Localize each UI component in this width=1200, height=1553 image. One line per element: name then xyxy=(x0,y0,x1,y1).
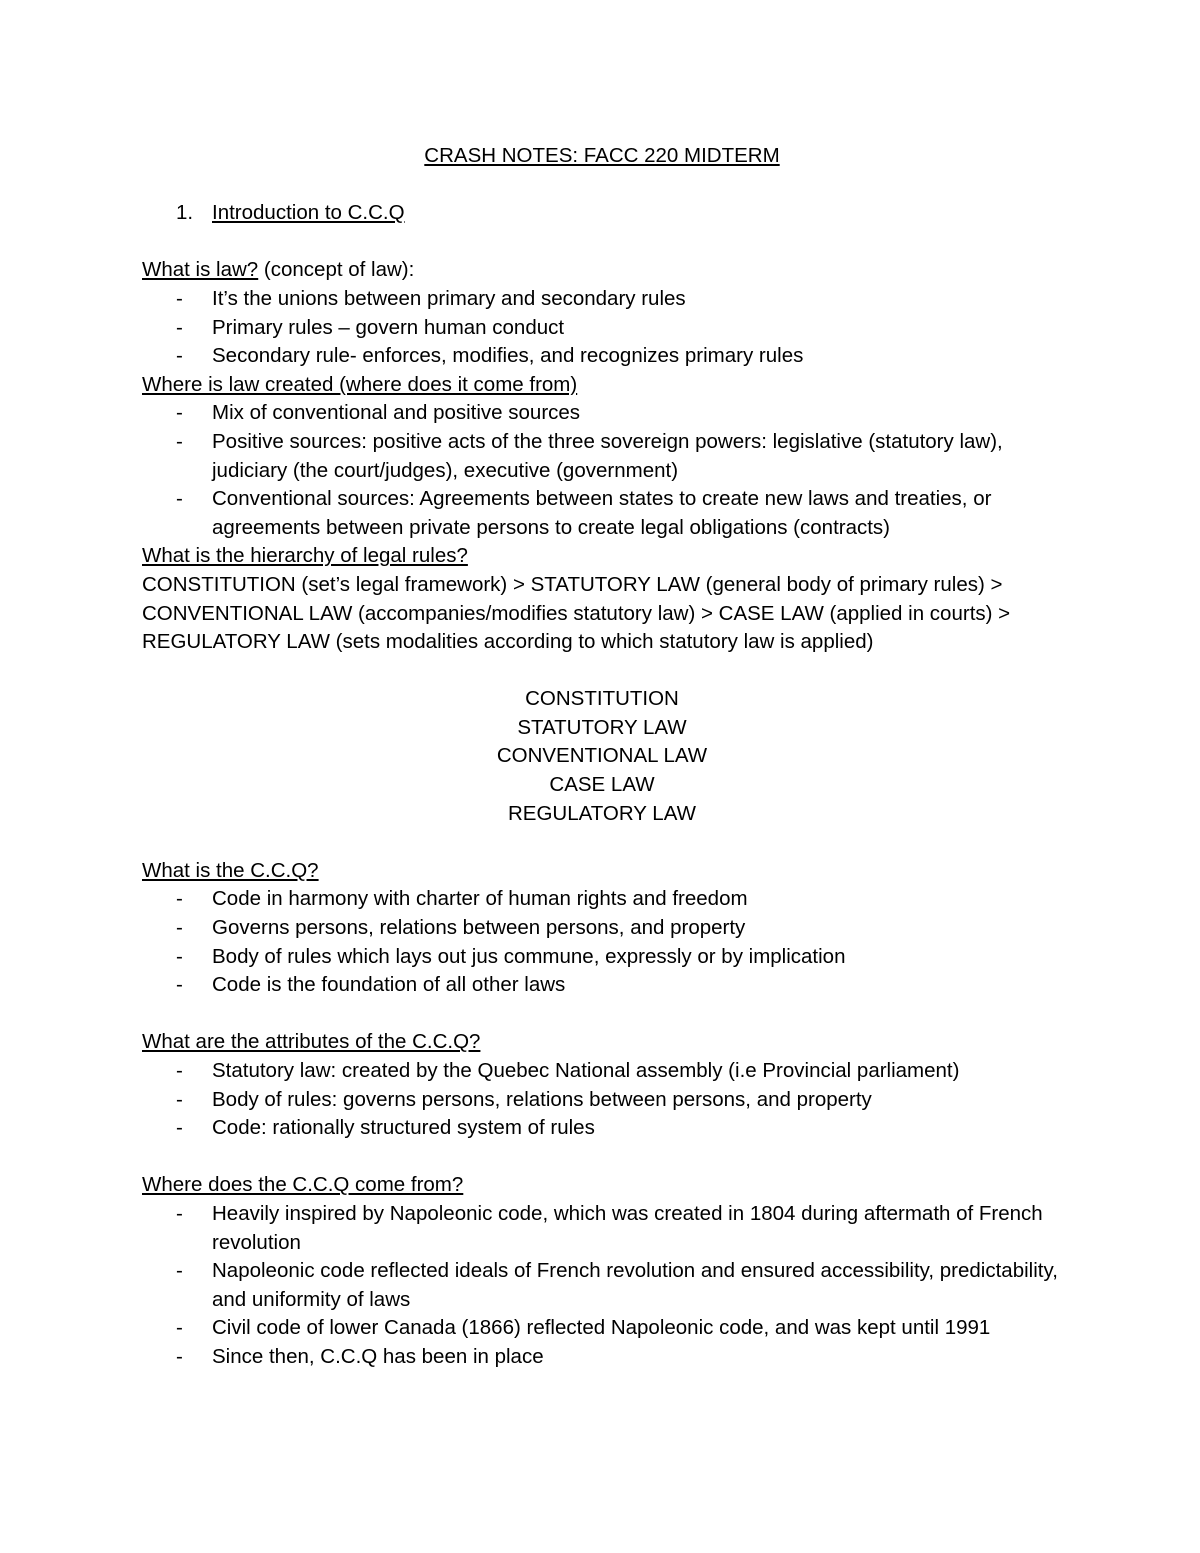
hierarchy-item: CONVENTIONAL LAW xyxy=(496,744,708,768)
question-text: Where is law created (where does it come from) xyxy=(142,372,578,396)
list-item xyxy=(142,885,1062,914)
dash-bullet: - xyxy=(176,1316,183,1340)
dash-bullet: - xyxy=(176,401,183,425)
list-item xyxy=(142,943,1062,972)
list-item xyxy=(142,1343,1062,1372)
list-item-text: Body of rules: governs persons, relations between persons, and property xyxy=(212,1087,872,1111)
question-text: What are the attributes of the C.C.Q? xyxy=(142,1030,481,1054)
list-item xyxy=(142,1200,1062,1257)
page-title: CRASH NOTES: FACC 220 MIDTERM xyxy=(424,144,780,167)
list-item-text: Code is the foundation of all other laws xyxy=(212,973,566,997)
list-item-text: Positive sources: positive acts of the three sovereign powers: legislative (statutory law), judiciary (the court/judges), executive (government) xyxy=(212,429,1003,482)
list-item-text: Secondary rule- enforces, modifies, and recognizes primary rules xyxy=(212,344,804,368)
question-text: What is the C.C.Q? xyxy=(142,858,319,882)
question-heading-origin xyxy=(142,1171,1062,1200)
list-item xyxy=(142,1086,1062,1115)
question-text: What is law? xyxy=(142,258,259,282)
list-item-text: Code in harmony with charter of human rights and freedom xyxy=(212,887,748,911)
hierarchy-list xyxy=(142,685,1062,828)
list-item-text: Conventional sources: Agreements between states to create new laws and treaties, or agreements between private persons to create legal obligations (contracts) xyxy=(212,487,992,539)
list-item xyxy=(142,971,1062,1000)
list-item-text: It’s the unions between primary and secondary rules xyxy=(212,286,686,310)
hierarchy-paragraph: CONSTITUTION (set’s legal framework) > STATUTORY LAW (general body of primary rules) > CONVENTIONAL LAW (accompanies/modifies statutory law) > CASE LAW (applied in courts) > REGULATORY LAW (sets modalities according to which statutory law is applied) xyxy=(142,572,1011,654)
list-item-text: Napoleonic code reflected ideals of French revolution and ensured accessibility, predictability, and uniformity of laws xyxy=(212,1259,1058,1311)
list-item-text: Mix of conventional and positive sources xyxy=(212,401,581,425)
dash-bullet: - xyxy=(176,286,183,310)
spacer xyxy=(142,1143,1062,1172)
dash-bullet: - xyxy=(176,944,183,968)
question-text: What is the hierarchy of legal rules? xyxy=(142,544,468,568)
spacer xyxy=(142,171,1062,200)
dash-bullet: - xyxy=(176,315,183,339)
list-item xyxy=(142,1057,1062,1086)
dash-bullet: - xyxy=(176,344,183,368)
section-title: Introduction to C.C.Q xyxy=(212,201,405,225)
bullet-list xyxy=(142,885,1062,999)
list-item xyxy=(142,1114,1062,1143)
dash-bullet: - xyxy=(176,887,183,911)
list-item-text: Governs persons, relations between persons, and property xyxy=(212,916,746,940)
question-text: Where does the C.C.Q come from? xyxy=(142,1173,464,1197)
document-page xyxy=(142,142,1062,1372)
dash-bullet: - xyxy=(176,916,183,940)
question-heading-what-is-law xyxy=(142,256,1062,285)
hierarchy-item: REGULATORY LAW xyxy=(508,801,696,825)
dash-bullet: - xyxy=(176,1201,183,1225)
bullet-list xyxy=(142,399,1062,542)
list-item-text: Statutory law: created by the Quebec National assembly (i.e Provincial parliament) xyxy=(212,1059,960,1082)
list-item xyxy=(142,342,1062,371)
dash-bullet: - xyxy=(176,487,183,511)
list-item xyxy=(142,314,1062,343)
list-item xyxy=(142,285,1062,314)
bullet-list xyxy=(142,1057,1062,1143)
list-item-text: Since then, C.C.Q has been in place xyxy=(212,1344,544,1368)
dash-bullet: - xyxy=(176,1344,183,1368)
list-item xyxy=(142,485,1062,542)
list-item-text: Civil code of lower Canada (1866) reflected Napoleonic code, and was kept until 1991 xyxy=(212,1316,991,1340)
section-number: 1. xyxy=(176,201,194,225)
question-heading-what-is-ccq xyxy=(142,857,1062,886)
spacer xyxy=(142,657,1062,686)
question-suffix: (concept of law): xyxy=(258,258,415,282)
list-item xyxy=(142,914,1062,943)
dash-bullet: - xyxy=(176,1087,183,1111)
spacer xyxy=(142,1000,1062,1029)
bullet-list xyxy=(142,285,1062,371)
list-item-text: Body of rules which lays out jus commune, expressly or by implication xyxy=(212,944,846,968)
question-heading-hierarchy xyxy=(142,542,1062,571)
question-heading-where-law-created xyxy=(142,371,1062,400)
hierarchy-item: STATUTORY LAW xyxy=(517,715,687,739)
hierarchy-item: CASE LAW xyxy=(549,773,655,797)
list-item xyxy=(142,399,1062,428)
list-item xyxy=(142,428,1062,485)
spacer xyxy=(142,828,1062,857)
section-heading xyxy=(142,199,1062,228)
dash-bullet: - xyxy=(176,1059,183,1082)
spacer xyxy=(142,228,1062,257)
question-heading-attributes xyxy=(142,1028,1062,1057)
dash-bullet: - xyxy=(176,1259,183,1283)
dash-bullet: - xyxy=(176,973,183,997)
dash-bullet: - xyxy=(176,1116,183,1140)
list-item-text: Primary rules – govern human conduct xyxy=(212,315,565,339)
bullet-list xyxy=(142,1200,1062,1372)
list-item-text: Heavily inspired by Napoleonic code, which was created in 1804 during aftermath of French revolution xyxy=(212,1201,1043,1254)
hierarchy-item: CONSTITUTION xyxy=(525,687,679,711)
list-item xyxy=(142,1257,1062,1314)
list-item xyxy=(142,1314,1062,1343)
dash-bullet: - xyxy=(176,429,183,453)
list-item-text: Code: rationally structured system of rules xyxy=(212,1116,595,1140)
